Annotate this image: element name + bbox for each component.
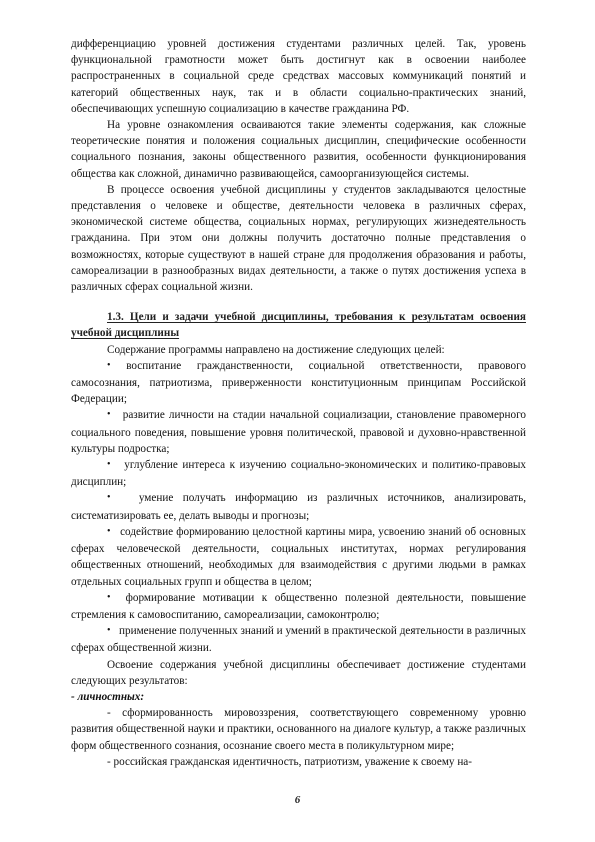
goal-text: применение полученных знаний и умений в практической деятельности в различных сферах общественной жизни. [71, 625, 526, 655]
personal-result-item: - сформированность мировоззрения, соответствующего современному уровню развития общественной науки и практики, основанного на диалоге культур, а также различных форм общественного сознания, осознание своего места в поликультурном мире; [71, 707, 526, 752]
bullet-icon: • [107, 591, 111, 603]
bullet-icon: • [107, 625, 111, 637]
goal-item [71, 490, 526, 523]
goals-intro: Содержание программы направлено на достижение следующих целей: [107, 343, 445, 356]
bullet-icon: • [107, 459, 111, 471]
document-page [71, 36, 526, 770]
goal-text: развитие личности на стадии начальной социализации, становление правомерного социального поведения, повышение уровня политической, правовой и духовно-нравственной культуры подростка; [71, 409, 527, 455]
page-number: 6 [294, 794, 301, 806]
personal-result-item: - российская гражданская идентичность, патриотизм, уважение к своему на- [107, 755, 472, 768]
goal-item [71, 524, 526, 590]
personal-results-label: - личностных: [71, 690, 145, 703]
goal-text: воспитание гражданственности, социальной ответственности, правового самосознания, патриотизма, приверженности конституционным принципам Российской Федерации; [71, 359, 526, 406]
paragraph-familiarization: На уровне ознакомления осваиваются такие элементы содержания, как сложные теоретические понятия и положения социальных дисциплин, специфические особенности социального познания, законы общественного развития, особенности функционирования общества как сложной, динамично развивающейся, самоорганизующейся системы. [71, 119, 526, 180]
bullet-icon: • [107, 525, 111, 537]
bullet-icon: • [107, 359, 111, 371]
goal-item [71, 457, 526, 490]
goal-item [71, 407, 526, 457]
goals-list [71, 358, 526, 657]
results-intro: Освоение содержания учебной дисциплины обеспечивает достижение студентами следующих результатов: [71, 658, 526, 687]
goal-text: формирование мотивации к общественно полезной деятельности, повышение стремления к самовоспитанию, самореализации, самоконтролю; [71, 591, 526, 621]
goal-text: углубление интереса к изучению социально-экономических и политико-правовых дисциплин; [71, 459, 526, 489]
goal-item [71, 590, 526, 623]
goal-text: содействие формированию целостной картины мира, усвоению знаний об основных сферах человеческой деятельности, социальных институтах, нормах регулирования общественных отношений, необходимых для взаимодействия с другими людьми в рамках отдельных социальных групп и общества в целом; [71, 525, 527, 588]
goal-item [71, 358, 526, 408]
bullet-icon: • [107, 492, 111, 504]
paragraph-discipline-process: В процессе освоения учебной дисциплины у студентов закладываются целостные представления о человеке и обществе, деятельности человека в различных сферах, экономической системе общества, социальных нормах, регулирующих жизнедеятельность гражданина. При этом они должны получить достаточно полные представления о возможностях, которые существуют в нашей стране для продолжения образования и работы, самореализации в разнообразных видах деятельности, а также о путях достижения успеха в различных сферах социальной жизни. [71, 183, 526, 294]
goal-text: умение получать информацию из различных источников, анализировать, систематизировать ее, делать выводы и прогнозы; [71, 492, 526, 522]
paragraph-continuation: дифференциацию уровней достижения студентами различных целей. Так, уровень функциональной грамотности может быть достигнут как в освоении наиболее распространенных в социальной среде средствах массовых коммуникаций понятий и категорий общественных наук, так и в области социально-практических знаний, обеспечивающих успешную социализацию в качестве гражданина РФ. [71, 38, 526, 115]
goal-item [71, 623, 526, 656]
section-heading: 1.3. Цели и задачи учебной дисциплины, требования к результатам освоения учебной дисциплины [71, 311, 526, 340]
bullet-icon: • [107, 409, 111, 421]
